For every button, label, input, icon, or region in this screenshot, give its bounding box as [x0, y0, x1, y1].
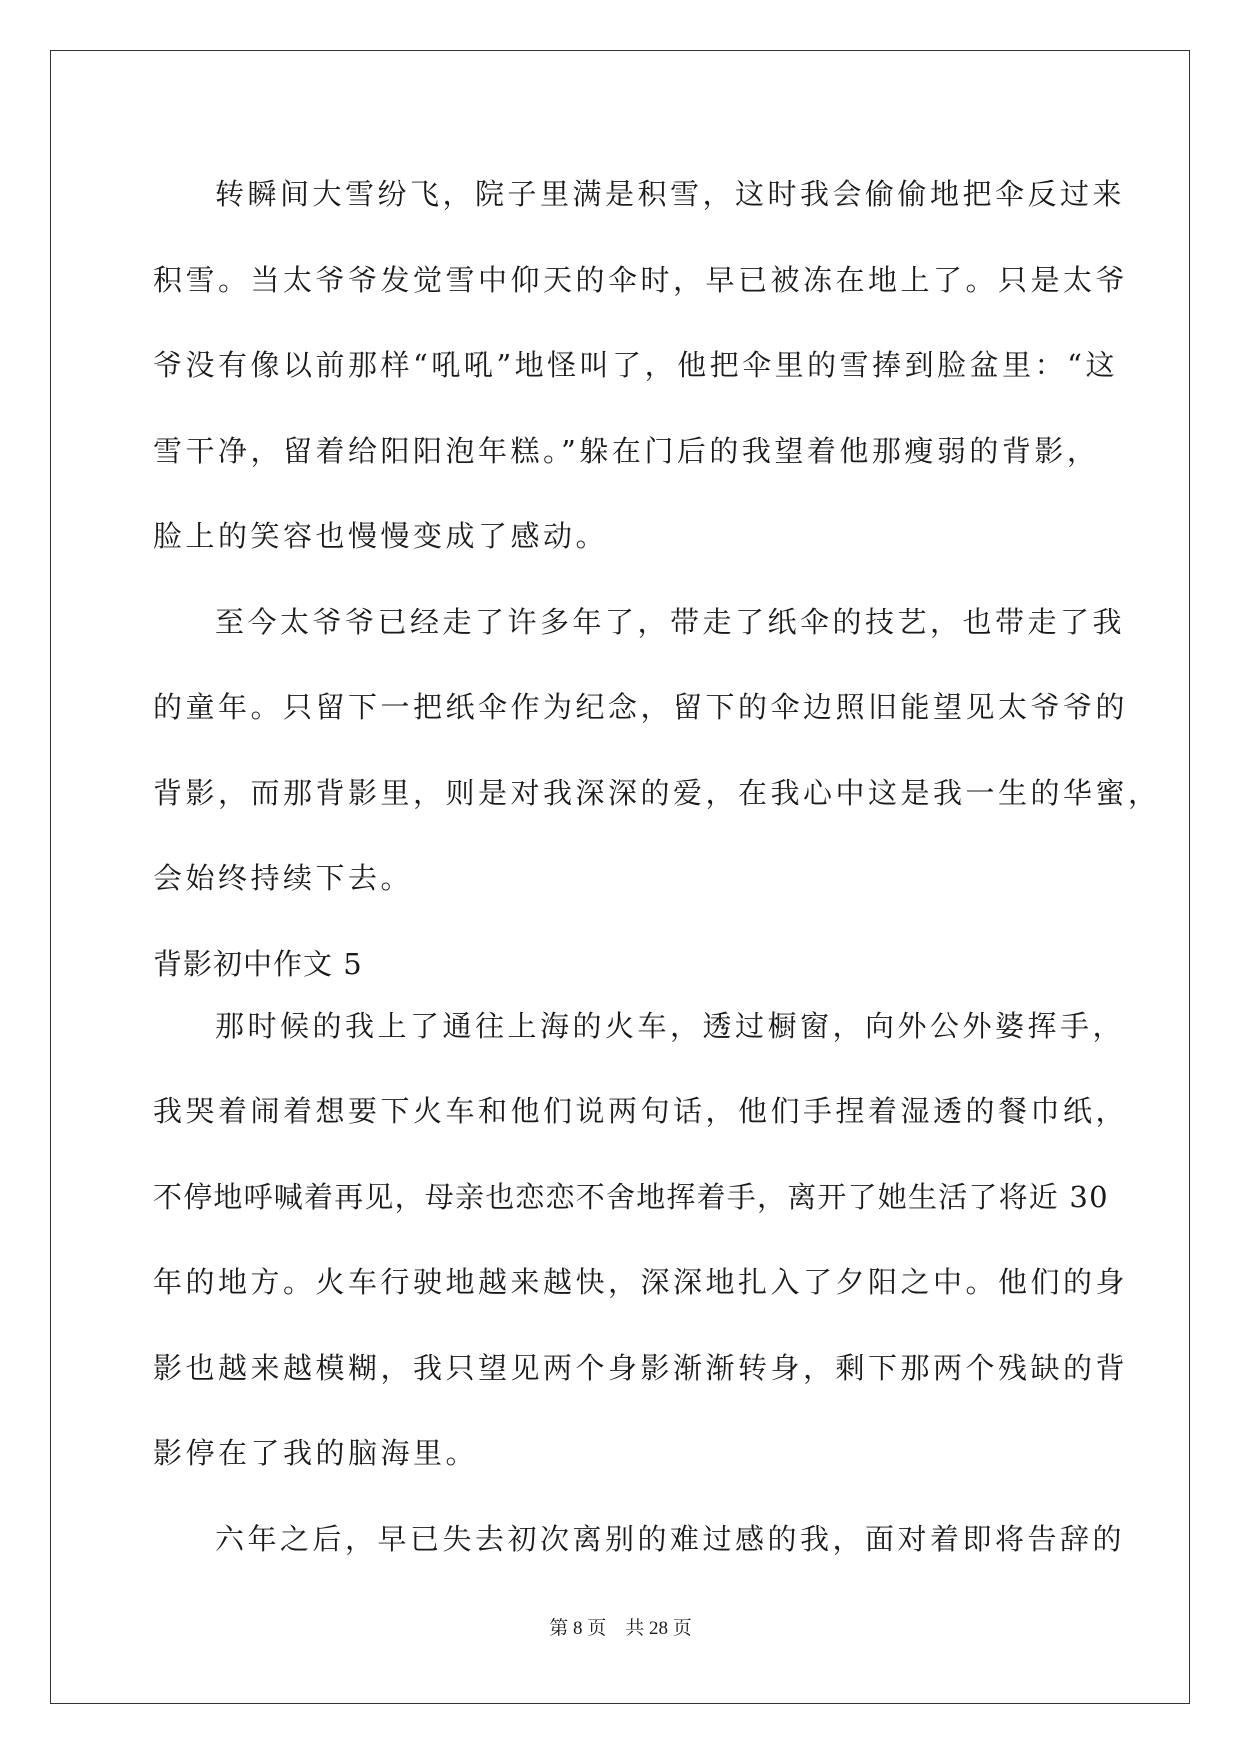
paragraph-line: 的童年。只留下一把纸伞作为纪念，留下的伞边照旧能望见太爷爷的 [153, 690, 1129, 724]
document-body [153, 165, 1161, 1595]
paragraph-line: 至今太爷爷已经走了许多年了，带走了纸伞的技艺，也带走了我 [215, 604, 1126, 639]
paragraph-line: 背影，而那背影里，则是对我深深的爱，在我心中这是我一生的华蜜， [153, 775, 1161, 810]
paragraph-line: 我哭着闹着想要下火车和他们说两句话，他们手捏着湿透的餐巾纸， [153, 1094, 1129, 1128]
section-heading: 背影初中作文 5 [153, 946, 363, 981]
page-footer [0, 1613, 1241, 1640]
page-total: 共 28 页 [625, 1618, 692, 1639]
paragraph-line: 雪干净，留着给阳阳泡年糕。”躲在门后的我望着他那瘦弱的背影， [153, 433, 1100, 468]
paragraph-line: 六年之后，早已失去初次离别的难过感的我，面对着即将告辞的 [215, 1521, 1126, 1556]
paragraph-line: 年的地方。火车行驶地越来越快，深深地扎入了夕阳之中。他们的身 [153, 1265, 1129, 1299]
page-number: 第 8 页 [549, 1618, 607, 1639]
paragraph-line: 影也越来越模糊，我只望见两个身影渐渐转身，剩下那两个残缺的背 [153, 1350, 1129, 1385]
paragraph-line: 会始终持续下去。 [153, 861, 414, 895]
paragraph-line: 脸上的笑容也慢慢变成了感动。 [153, 519, 609, 553]
paragraph-line: 影停在了我的脑海里。 [153, 1436, 479, 1470]
paragraph-line: 积雪。当太爷爷发觉雪中仰天的伞时，早已被冻在地上了。只是太爷 [153, 262, 1129, 297]
paragraph-line: 不停地呼喊着再见，母亲也恋恋不舍地挥着手，离开了她生活了将近 30 [153, 1179, 1109, 1214]
paragraph-line: 爷没有像以前那样“吼吼”地怪叫了，他把伞里的雪捧到脸盆里：“这 [153, 348, 1118, 382]
paragraph-line: 那时候的我上了通往上海的火车，透过橱窗，向外公外婆挥手， [215, 1008, 1126, 1043]
paragraph-line: 转瞬间大雪纷飞，院子里满是积雪，这时我会偷偷地把伞反过来 [215, 177, 1126, 211]
